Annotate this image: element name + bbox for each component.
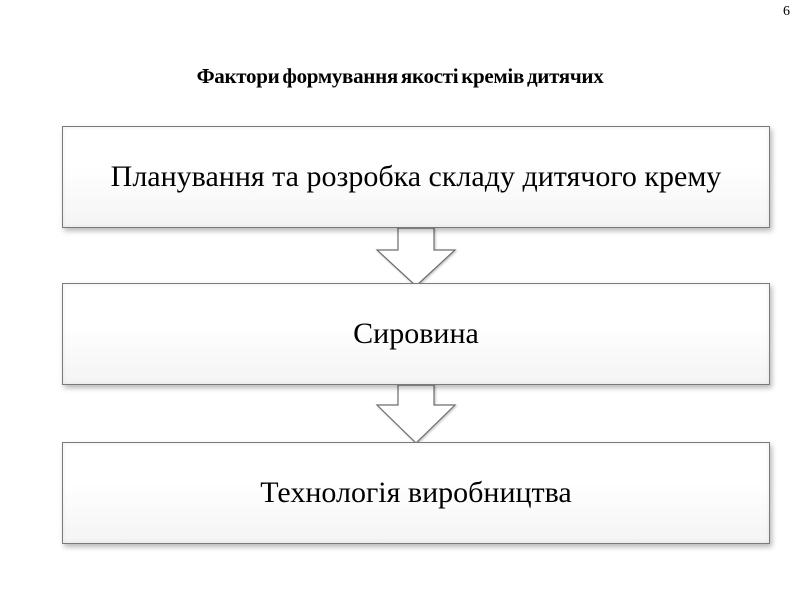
flow-step-planning	[62, 126, 770, 228]
page-number: 6	[783, 4, 790, 19]
flow-step-label: Сировина	[353, 317, 479, 350]
flow-step-label: Планування та розробка складу дитячого крему	[110, 160, 722, 193]
flow-step-label: Технологія виробництва	[260, 476, 572, 509]
flow-step-production-technology	[62, 442, 770, 544]
down-arrow-icon	[377, 228, 455, 286]
flow-step-raw-materials	[62, 283, 770, 385]
slide-title: Фактори формування якості кремів дитячих	[196, 64, 604, 88]
down-arrow-icon	[377, 385, 455, 443]
